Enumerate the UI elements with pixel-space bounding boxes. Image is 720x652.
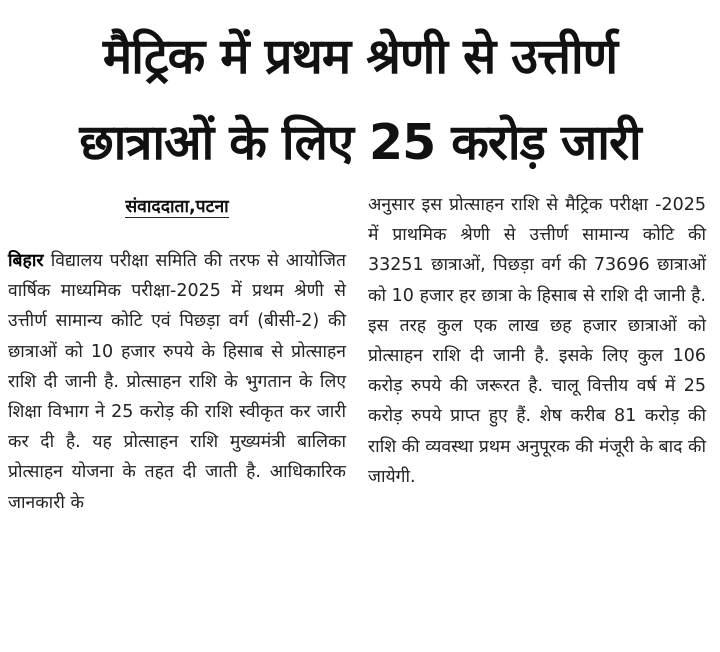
left-column (8, 192, 346, 518)
right-column (368, 190, 706, 492)
dateline: बिहार (8, 251, 44, 271)
right-column-paragraph (368, 190, 706, 492)
headline-line-1: मैट्रिक में प्रथम श्रेणी से उत्तीर्ण (102, 28, 618, 85)
headline (0, 14, 720, 186)
byline-text: संवाददाता,पटना (125, 197, 229, 217)
byline (8, 192, 346, 222)
headline-line-2: छात्राओं के लिए 25 करोड़ जारी (79, 114, 641, 171)
left-column-paragraph (8, 246, 346, 518)
left-column-text: विद्यालय परीक्षा समिति की तरफ से आयोजित वार्षिक माध्यमिक परीक्षा-2025 में प्रथम श्रेणी से उत्तीर्ण सामान्य कोटि एवं पिछड़ा वर्ग (बीसी-2) की छात्राओं को 10 हजार रुपये के हिसाब से प्रोत्साहन राशि दी जानी है. प्रोत्साहन राशि के भुगतान के लिए शिक्षा विभाग ने 25 करोड़ की राशि स्वीकृत कर जारी कर दी है. यह प्रोत्साहन राशि मुख्यमंत्री बालिका प्रोत्साहन योजना के तहत दी जाती है. आधिकारिक जानकारी के (8, 251, 346, 513)
right-column-text: अनुसार इस प्रोत्साहन राशि से मैट्रिक परीक्षा -2025 में प्राथमिक श्रेणी से उत्तीर्ण सामान्य कोटि की 33251 छात्राओं, पिछड़ा वर्ग की 73696 छात्राओं को 10 हजार हर छात्रा के हिसाब से राशि दी जानी है. इस तरह कुल एक लाख छह हजार छात्राओं को प्रोत्साहन राशि दी जानी है. इसके लिए कुल 106 करोड़ रुपये की जरूरत है. चालू वित्तीय वर्ष में 25 करोड़ रुपये प्राप्त हुए हैं. शेष करीब 81 करोड़ की राशि की व्यवस्था प्रथम अनुपूरक की मंजूरी के बाद की जायेगी. (368, 195, 706, 487)
